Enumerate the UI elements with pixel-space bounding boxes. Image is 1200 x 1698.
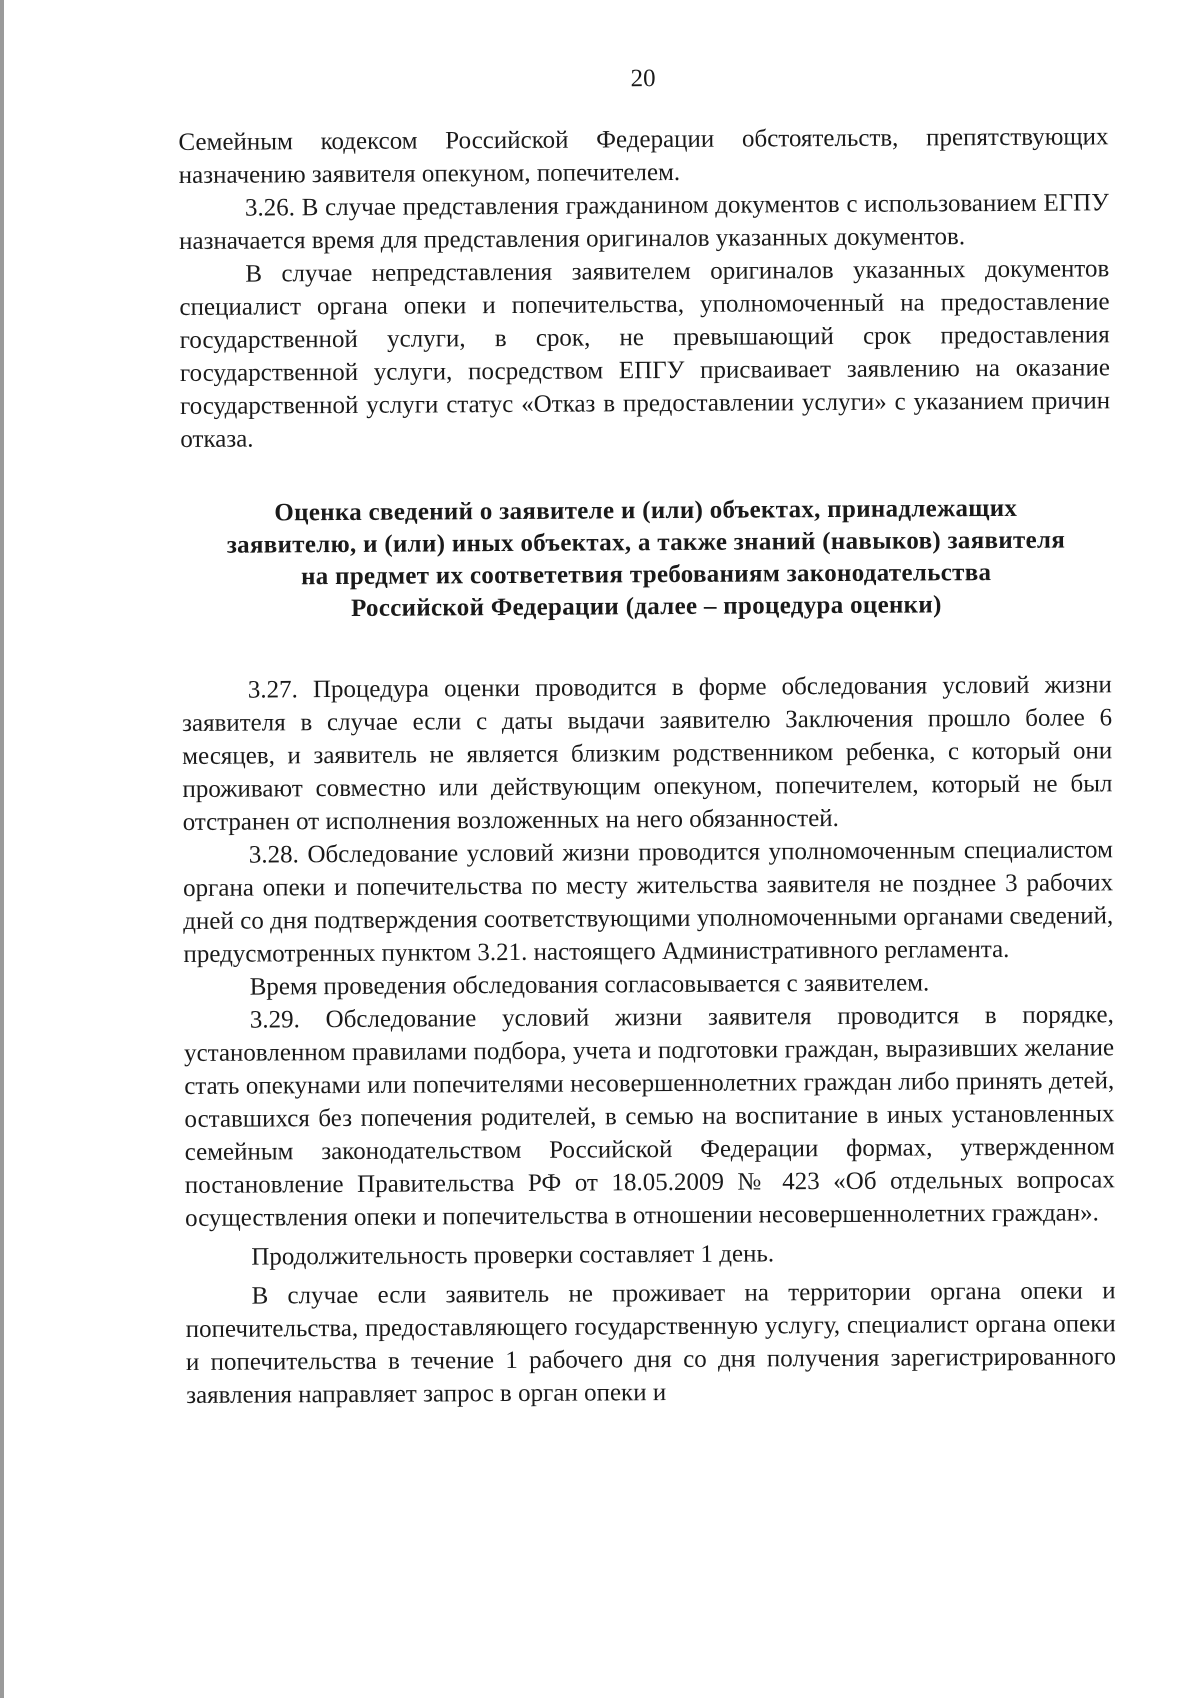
document-page <box>178 54 1116 1412</box>
paragraph-inspection-time: Время проведения обследования согласовывается с заявителем. <box>249 969 930 1001</box>
paragraph-continuation: Семейным кодексом Российской Федерации обстоятельств, препятствующих назначению заявителя опекуном, попечителем. <box>178 123 1109 189</box>
paragraph-3-27: 3.27. Процедура оценки проводится в форме обследования условий жизни заявителя в случае если с даты выдачи заявителю Заключения прошло более 6 месяцев, и заявитель не является близким родственником ребенка, с который они проживают совместно или действующим опекуном, попечителем, который не был отстранен от исполнения возложенных на него обязанностей. <box>181 671 1113 836</box>
heading-line: Оценка сведений о заявителе и (или) объектах, принадлежащих <box>274 494 1018 527</box>
paragraph-non-submission: В случае непредставления заявителем оригиналов указанных документов специалист органа опеки и попечительства, уполномоченный на предоставление государственной услуги, в срок, не превышающий срок предоставления государственной услуги, посредством ЕПГУ присваивает заявлению на оказание государственной услуги статус «Отказ в предоставлении услуги» с указанием причин отказа. <box>179 255 1111 453</box>
heading-line: заявителю, и (или) иных объектах, а также знаний (навыков) заявителя <box>226 526 1066 559</box>
scan-edge <box>0 0 4 1698</box>
paragraph-3-26: 3.26. В случае представления гражданином документов с использованием ЕГПУ назначается время для представления оригиналов указанных документов. <box>179 189 1109 255</box>
paragraph-other-territory: В случае если заявитель не проживает на территории органа опеки и попечительства, предоставляющего государственную услугу, специалист органа опеки и попечительства в течение 1 рабочего дня со дня получения зарегистрированного заявления направляет запрос в орган опеки и <box>185 1277 1117 1409</box>
paragraph-duration: Продолжительность проверки составляет 1 день. <box>251 1240 775 1271</box>
section-heading <box>181 492 1112 626</box>
page-number: 20 <box>630 65 656 93</box>
heading-line: на предмет их соответетвия требованиям законодательства <box>300 559 992 591</box>
heading-line: Российской Федерации (далее – процедура оценки) <box>350 591 942 622</box>
paragraph-3-28: 3.28. Обследование условий жизни проводится уполномоченным специалистом органа опеки и попечительства по месту жительства заявителя не позднее 3 рабочих дней со дня подтверждения соответствующими уполномоченными органами сведений, предусмотренных пунктом 3.21. настоящего Административного регламента. <box>182 836 1114 968</box>
paragraph-3-29: 3.29. Обследование условий жизни заявителя проводится в порядке, установленном правилами подбора, учета и подготовки граждан, выразивших желание стать опекунами или попечителями несовершеннолетних граждан либо принять детей, оставшихся без попечения родителей, в семью на воспитание в иных установленных семейным законодательством Российской Федерации формах, утвержденном постановление Правительства РФ от 18.05.2009 № 423 «Об отдельных вопросах осуществления опеки и попечительства в отношении несовершеннолетних граждан». <box>183 1001 1115 1232</box>
